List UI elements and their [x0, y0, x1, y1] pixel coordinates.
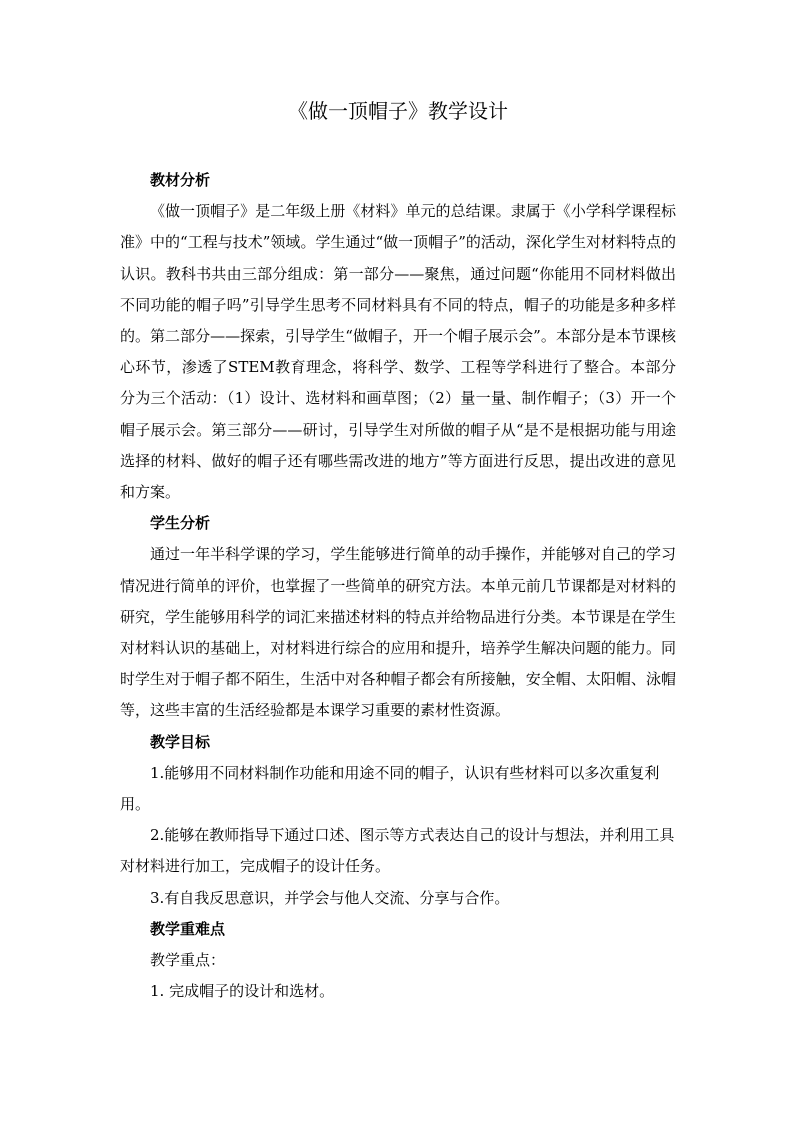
document-title: 《做一顶帽子》教学设计: [288, 99, 508, 123]
document-body: [120, 165, 676, 1007]
material-analysis-paragraph: 《做一顶帽子》是二年级上册《材料》单元的总结课。隶属于《小学科学课程标准》中的“工程与技术”领域。学生通过“做一顶帽子”的活动，深化学生对材料特点的认识。教科书共由三部分组成：第一部分——聚焦，通过问题“你能用不同材料做出不同功能的帽子吗”引导学生思考不同材料具有不同的特点，帽子的功能是多种多样的。第二部分——探索，引导学生“做帽子，开一个帽子展示会”。本部分是本节课核心环节，渗透了STEM教育理念，将科学、数学、工程等学科进行了整合。本部分分为三个活动：（1）设计、选材料和画草图；（2）量一量、制作帽子；（3）开一个帽子展示会。第三部分——研讨，引导学生对所做的帽子从“是不是根据功能与用途选择的材料、做好的帽子还有哪些需改进的地方”等方面进行反思，提出改进的意见和方案。: [120, 202, 676, 502]
teaching-goal-item: 1.能够用不同材料制作功能和用途不同的帽子，认识有些材料可以多次重复利用。: [120, 763, 660, 814]
section-heading-material-analysis: 教材分析: [150, 171, 211, 189]
key-points-subheading: 教学重点：: [150, 951, 226, 970]
teaching-goal-item: 3.有自我反思意识，并学会与他人交流、分享与合作。: [150, 888, 510, 907]
teaching-goal-item: 2.能够在教师指导下通过口述、图示等方式表达自己的设计与想法，并利用工具对材料进行加工，完成帽子的设计任务。: [120, 826, 675, 876]
section-heading-student-analysis: 学生分析: [150, 514, 211, 533]
student-analysis-paragraph: 通过一年半科学课的学习，学生能够进行简单的动手操作，并能够对自己的学习情况进行简单的评价，也掌握了一些简单的研究方法。本单元前几节课都是对材料的研究，学生能够用科学的词汇来描述材料的特点并给物品进行分类。本节课是在学生对材料认识的基础上，对材料进行综合的应用和提升，培养学生解决问题的能力。同时学生对于帽子都不陌生，生活中对各种帽子都会有所接触，安全帽、太阳帽、泳帽等，这些丰富的生活经验都是本课学习重要的素材性资源。: [120, 545, 676, 720]
section-heading-key-points: 教学重难点: [150, 919, 226, 938]
section-heading-teaching-goals: 教学目标: [150, 732, 211, 751]
key-point-item: 1. 完成帽子的设计和选材。: [150, 982, 335, 1001]
